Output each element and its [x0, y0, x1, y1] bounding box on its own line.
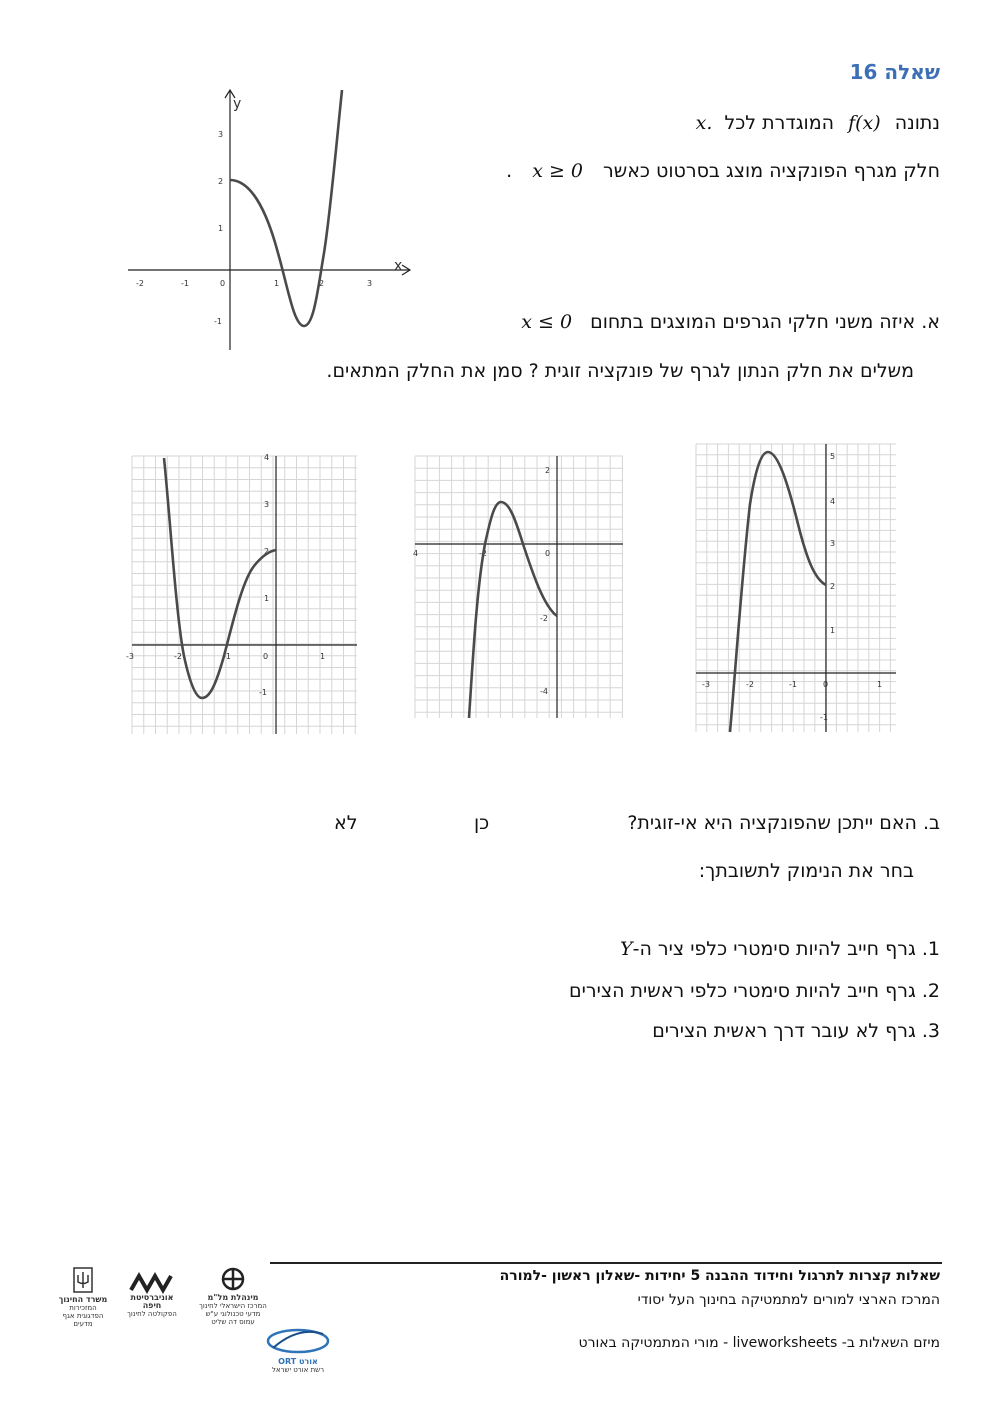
given-graph	[128, 88, 418, 358]
line2-text: חלק מגרף הפונקציה מוצג בסרטוט כאשר	[603, 160, 940, 182]
x-tick: -2	[136, 279, 144, 288]
menorah-icon	[72, 1266, 94, 1294]
y-tick: 2	[218, 177, 224, 186]
logo-haifa-university: אוניברסיטת חיפה הפקולטה לחינוך	[122, 1272, 182, 1318]
y-tick: 1	[218, 224, 224, 233]
option-graph-left[interactable]	[126, 453, 357, 734]
malam-emblem-icon	[218, 1266, 248, 1292]
question-line-1	[696, 112, 940, 134]
y-tick: 2	[545, 466, 551, 475]
x-tick: 2	[319, 279, 325, 288]
y-tick: 3	[830, 539, 836, 548]
line1-text: נתונה	[894, 112, 940, 134]
part-a-line-2: משלים את חלק הנתון לגרף של פונקציה זוגית ? סמן את החלק המתאים.	[326, 360, 914, 382]
option-graph-right[interactable]	[696, 444, 896, 732]
x-tick: 0	[263, 652, 269, 661]
footer-divider	[270, 1262, 942, 1264]
y-tick: -1	[214, 317, 222, 326]
y-axis-label: y	[233, 96, 242, 112]
x-tick: 0	[220, 279, 226, 288]
given-curve	[230, 90, 342, 326]
question-line-2	[506, 160, 940, 182]
yes-option[interactable]: כן	[474, 812, 490, 834]
option-left-curve	[164, 458, 276, 698]
x-tick: -1	[181, 279, 189, 288]
reason-1-text: 1. גרף חייב להיות סימטרי כלפי ציר ה-	[632, 938, 940, 960]
y-tick: -4	[540, 687, 548, 696]
part-a-text: א. איזה משני חלקי הגרפים המוצגים בתחום	[590, 311, 940, 333]
y-tick: -1	[820, 713, 828, 722]
y-tick: 4	[264, 453, 270, 462]
x-tick: 0	[823, 680, 829, 689]
part-a-line-1	[521, 311, 940, 333]
reason-option-2[interactable]: 2. גרף חייב להיות סימטרי כלפי ראשית הצירים	[568, 980, 940, 1002]
x-tick: -2	[479, 549, 487, 558]
function-symbol: f(x)	[848, 112, 881, 134]
x-tick: -2	[174, 652, 182, 661]
footer-subtitle: המרכז הארצי למורים למתמטיקה בחינוך העל יסודי	[637, 1292, 940, 1308]
x-tick: -2	[746, 680, 754, 689]
option-right-curve	[730, 452, 829, 732]
x-tick: 1	[320, 652, 326, 661]
option-graph-middle[interactable]	[415, 456, 623, 718]
line2-condition: x ≥ 0	[532, 160, 583, 182]
y-tick: -1	[259, 688, 267, 697]
y-tick: 3	[264, 500, 270, 509]
x-tick: 4	[413, 549, 419, 558]
y-tick: 2	[264, 547, 270, 556]
y-tick: -2	[540, 614, 548, 623]
part-b-question: ב. האם ייתכן שהפונקציה היא אי-זוגית?	[627, 812, 940, 834]
x-tick: -3	[126, 652, 134, 661]
x-tick: 1	[877, 680, 883, 689]
question-title: שאלה 16	[849, 60, 940, 84]
x-tick: -1	[223, 652, 231, 661]
logo-malam: מינהלת מל"מ המרכז הישראלי לחינוך מדעי טכנולוגי ע"ש עמוס דה שליט	[198, 1266, 268, 1326]
y-tick: 2	[830, 582, 836, 591]
logo-ministry-education: משרד החינוך המזכירות הפדגוגית אגף מדעים	[58, 1266, 108, 1328]
y-tick: 3	[218, 130, 224, 139]
reason-1-axis: Y	[620, 938, 633, 960]
y-tick: 1	[264, 594, 270, 603]
reason-option-1[interactable]	[620, 938, 940, 960]
x-axis-label: x	[394, 258, 403, 274]
footer-title: שאלות קצרות לתרגול וחידוד ההבנה 5 יחידות -שאלון ראשון -למורה	[499, 1268, 940, 1284]
footer-credit: מיזם השאלות ב- liveworksheets - מורי המתמטיקה באורט	[578, 1335, 940, 1351]
choose-reason-label: בחר את הנימוק לתשובתך:	[698, 860, 914, 882]
no-option[interactable]: לא	[334, 812, 358, 834]
ort-swoosh-icon	[263, 1326, 333, 1356]
y-tick: 1	[830, 626, 836, 635]
x-tick: -1	[789, 680, 797, 689]
y-tick: 4	[830, 497, 836, 506]
university-mark-icon	[129, 1272, 175, 1292]
x-tick: -3	[702, 680, 710, 689]
y-tick: 5	[830, 452, 836, 461]
x-tick: 1	[274, 279, 280, 288]
line2-end: .	[506, 160, 513, 182]
part-a-condition: x ≤ 0	[521, 311, 573, 333]
x-tick: 3	[367, 279, 373, 288]
x-tick: 0	[545, 549, 551, 558]
reason-option-3[interactable]: 3. גרף לא עובר דרך ראשית הצירים	[652, 1020, 940, 1042]
line1-var: x.	[695, 112, 713, 134]
line1-rest: המוגדרת לכל	[724, 112, 835, 134]
logo-ort: ORT אורט רשת אורט ישראל	[258, 1326, 338, 1374]
